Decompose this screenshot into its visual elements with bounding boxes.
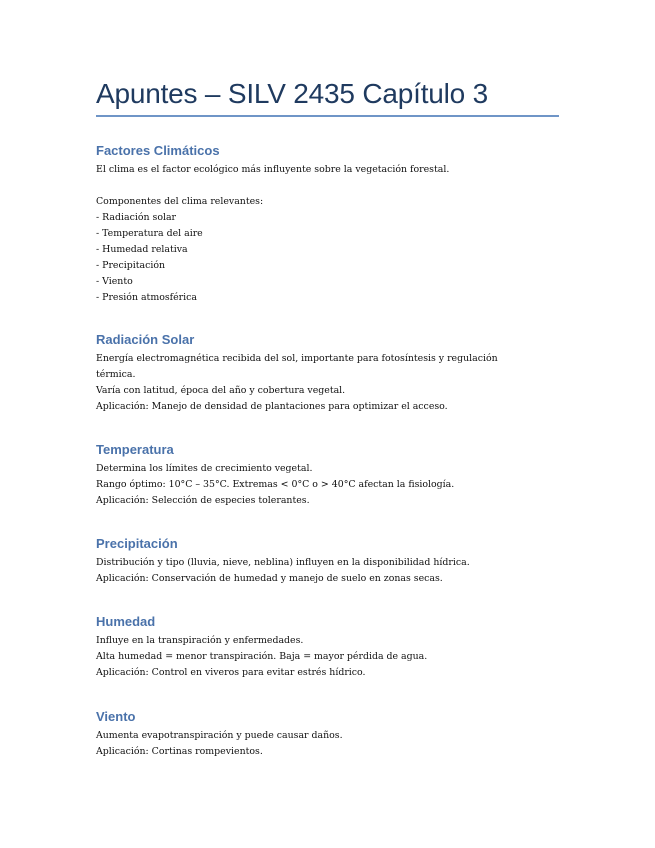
list-item: - Viento — [96, 276, 133, 287]
text-line: Varía con latitud, época del año y cobertura vegetal. — [96, 385, 346, 396]
text-line: Rango óptimo: 10°C – 35°C. Extremas < 0°C o > 40°C afectan la fisiología. — [96, 479, 455, 490]
section-humedad — [96, 614, 427, 681]
section-heading: Factores Climáticos — [96, 143, 220, 158]
blank-line — [96, 178, 449, 194]
section-factores-climaticos — [96, 143, 449, 306]
section-precipitacion — [96, 536, 470, 587]
text-line: térmica. — [96, 369, 136, 380]
text-line: Componentes del clima relevantes: — [96, 196, 264, 207]
section-heading: Viento — [96, 709, 136, 724]
text-line: Aplicación: Conservación de humedad y manejo de suelo en zonas secas. — [96, 573, 443, 584]
text-line: Aplicación: Control en viveros para evitar estrés hídrico. — [96, 667, 366, 678]
text-line: Aplicación: Cortinas rompevientos. — [96, 746, 263, 757]
text-line: Influye en la transpiración y enfermedades. — [96, 635, 304, 646]
section-heading: Temperatura — [96, 442, 174, 457]
list-item: - Humedad relativa — [96, 244, 188, 255]
text-line: Aplicación: Selección de especies tolerantes. — [96, 495, 310, 506]
list-item: - Radiación solar — [96, 212, 177, 223]
text-line: Aplicación: Manejo de densidad de plantaciones para optimizar el acceso. — [96, 401, 448, 412]
list-item: - Precipitación — [96, 260, 166, 271]
section-heading: Humedad — [96, 614, 156, 629]
section-heading: Radiación Solar — [96, 332, 195, 347]
title-underline — [96, 115, 559, 117]
text-line: Alta humedad = menor transpiración. Baja = mayor pérdida de agua. — [96, 651, 428, 662]
section-radiacion-solar — [96, 332, 498, 415]
text-line: El clima es el factor ecológico más influyente sobre la vegetación forestal. — [96, 164, 450, 175]
text-line: Distribución y tipo (lluvia, nieve, neblina) influyen en la disponibilidad hídrica. — [96, 557, 470, 568]
section-temperatura — [96, 442, 454, 509]
text-line: Aumenta evapotranspiración y puede causar daños. — [96, 730, 343, 741]
list-item: - Temperatura del aire — [96, 228, 203, 239]
section-heading: Precipitación — [96, 536, 178, 551]
text-line: Determina los límites de crecimiento vegetal. — [96, 463, 313, 474]
text-line: Energía electromagnética recibida del sol, importante para fotosíntesis y regulación — [96, 353, 498, 364]
list-item: - Presión atmosférica — [96, 292, 197, 303]
page-title: Apuntes – SILV 2435 Capítulo 3 — [96, 78, 488, 109]
section-viento — [96, 709, 343, 760]
